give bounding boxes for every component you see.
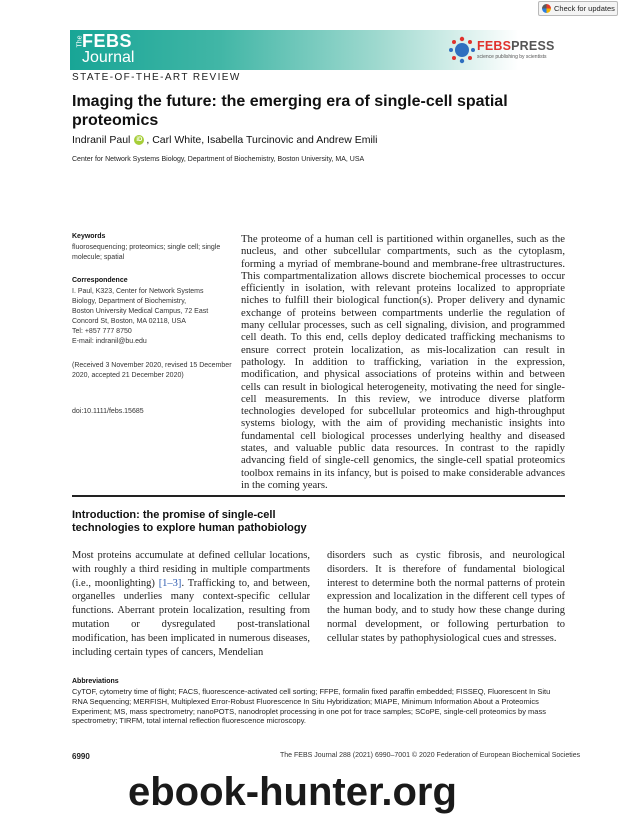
body-column-left bbox=[72, 549, 310, 659]
page-number: 6990 bbox=[72, 752, 90, 761]
correspondence-heading: Correspondence bbox=[72, 277, 128, 284]
crossmark-icon bbox=[542, 4, 551, 13]
logo-the: The bbox=[76, 35, 84, 48]
abbreviations-text: CyTOF, cytometry time of flight; FACS, fluorescence-activated cell sorting; FFPE, formalin fixed paraffin embedded; FISSEQ, Fluorescent In Situ RNA Sequencing; MERFISH, Multiplexed Error-Robust Fluorescence In Situ Hybridization; MIAPE, Minimum Information About a Proteomics Experiment; MS, mass spectrometry; nanoPOTS, nanodroplet processing in one pot for trace samples; SCoPE, single-cell proteomics by mass spectrometry; TIRFM, total internal reflection fluorescence microscopy. bbox=[72, 687, 551, 726]
febs-press-name: FEBSPRESS bbox=[477, 39, 555, 53]
introduction-heading: Introduction: the promise of single-cell technologies to explore human pathobiology bbox=[72, 509, 307, 534]
abstract: The proteome of a human cell is partitioned within organelles, such as the nucleus, and other subcellular compartments, such as the cytoplasm, forming a myriad of membrane-bound and membrane-free ultrastructures. This compartmentalization allows discrete biochemical processes to occur efficiently in isolation, with relevant proteins localized to appropriate niches to fulfill their biological function(s). Proper delivery and dynamic exchange of proteins between compartments underlie the regulation of many cellular processes, such as cell signaling, division, and programmed cell death. To this end, cells deploy dedicated trafficking mechanisms to ensure correct protein localization, as mis-localization can result in pathology. In addition to trafficking, variation in the expression, modification, and physical associations of proteins within and between cells can result in biological heterogeneity, motivating the need for single-cell measurements. In this review, we introduce diverse platform technologies developed for subcellular proteomics and high-throughput systems biology, with the aim of providing mechanistic insights into fundamental cell biological processes underlying healthy and diseased states, and valuable public data resources. In contrast to the rapidly advancing field of single-cell genomics, the single-cell spatial proteomics toolbox remains in its infancy, but is poised to make considerable advances in the coming years. bbox=[241, 233, 565, 491]
logo-febs: FEBS bbox=[82, 31, 133, 51]
keywords-heading: Keywords bbox=[72, 233, 106, 240]
febs-press-logo bbox=[449, 36, 565, 64]
journal-citation-footer: The FEBS Journal 288 (2021) 6990–7001 © 2020 Federation of European Biochemical Societies bbox=[280, 752, 581, 759]
citation-link[interactable]: [1–3] bbox=[158, 577, 182, 589]
febs-press-tagline: science publishing by scientists bbox=[477, 54, 547, 60]
correspondence-line: Concord St, Boston, MA 02118, USA bbox=[72, 318, 186, 325]
correspondence-email[interactable]: E-mail: indranil@bu.edu bbox=[72, 338, 147, 345]
body-column-right: disorders such as cystic fibrosis, and neurological disorders. It is therefore of fundamental biological interest to determine both the normal patterns of protein expression and localization in the different cell types of the human body, and to study how these change during normal development, or following perturbation to cellular states by pathophysiological cues and stresses. bbox=[327, 550, 565, 644]
correspondence-line: Biology, Department of Biochemistry, bbox=[72, 298, 187, 305]
body-text: . Trafficking to, and between, organelles underlies many context-specific cellular functions. Aberrant protein localization, resulting from mutation or dysregulated post-translational modification, has been implicated in numerous diseases, including certain types of cancers, Mendelian bbox=[72, 577, 310, 658]
watermark: ebook-hunter.org bbox=[128, 770, 457, 814]
doi-link[interactable]: doi:10.1111/febs.15685 bbox=[72, 408, 144, 415]
febs-press-dots-icon bbox=[449, 36, 475, 64]
author-list bbox=[72, 134, 377, 146]
affiliation: Center for Network Systems Biology, Department of Biochemistry, Boston University, MA, USA bbox=[72, 156, 365, 163]
other-authors: , Carl White, Isabella Turcinovic and Andrew Emili bbox=[146, 134, 378, 146]
article-title: Imaging the future: the emerging era of single-cell spatial proteomics bbox=[72, 93, 508, 129]
body-text: Most proteins accumulate at defined cellular locations, with roughly a third residing in multiple compartments (i.e., moonlighting) bbox=[72, 550, 310, 589]
correspondence-line: I. Paul, K323, Center for Network Systems bbox=[72, 288, 204, 295]
correspondence-line: Boston University Medical Campus, 72 East bbox=[72, 308, 209, 315]
section-divider bbox=[72, 495, 565, 497]
received-dates: (Received 3 November 2020, revised 15 December 2020, accepted 21 December 2020) bbox=[72, 362, 232, 379]
check-for-updates-button[interactable] bbox=[538, 1, 618, 16]
section-label: STATE-OF-THE-ART REVIEW bbox=[72, 72, 241, 83]
logo-journal: Journal bbox=[82, 49, 135, 66]
keywords-text: fluorosequencing; proteomics; single cell; single molecule; spatial bbox=[72, 244, 221, 261]
check-for-updates-label: Check for updates bbox=[554, 4, 615, 13]
first-author: Indranil Paul bbox=[72, 134, 131, 146]
correspondence-block bbox=[72, 287, 232, 347]
correspondence-phone: Tel: +857 777 8750 bbox=[72, 328, 132, 335]
orcid-icon[interactable]: iD bbox=[136, 137, 143, 143]
abbreviations-heading: Abbreviations bbox=[72, 678, 119, 685]
